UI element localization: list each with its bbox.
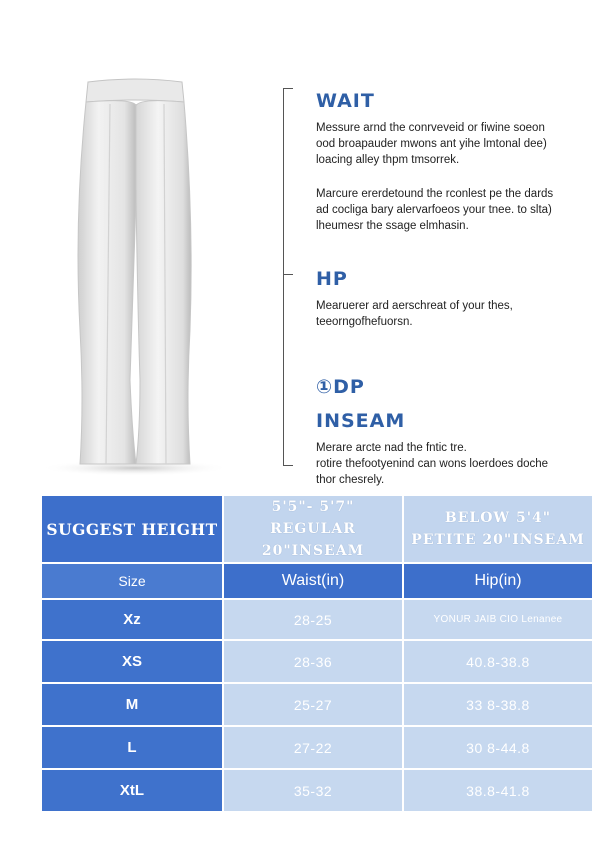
column-header-row	[41, 563, 593, 599]
column-header-waist: Waist(in)	[223, 563, 403, 599]
waist-cell: 28-25	[223, 599, 403, 640]
dp-title: ①DP	[316, 376, 365, 398]
waistband	[86, 79, 184, 102]
waist-section	[316, 90, 586, 168]
pants-product-image	[40, 60, 280, 480]
suggest-height-row	[41, 495, 593, 563]
waist-cell: 28-36	[223, 640, 403, 683]
petite-option	[403, 495, 593, 563]
right-leg	[136, 101, 191, 464]
column-header-hip: Hip(in)	[403, 563, 593, 599]
dp-section	[316, 376, 586, 406]
hip-cell: 38.8-41.8	[403, 769, 593, 812]
hip-section	[316, 268, 586, 330]
waist-extra-section	[316, 186, 586, 234]
size-cell: XtL	[41, 769, 223, 812]
size-cell: XS	[41, 640, 223, 683]
suggest-height-label: SUGGEST HEIGHT	[41, 495, 223, 563]
waist-cell: 25-27	[223, 683, 403, 726]
petite-inseam: PETITE 20"INSEAM	[411, 532, 585, 548]
table-row	[41, 683, 593, 726]
table-row	[41, 726, 593, 769]
inseam-section	[316, 410, 586, 488]
column-header-size: Size	[41, 563, 223, 599]
regular-height: 5'5"- 5'7"	[271, 499, 355, 515]
table-row	[41, 769, 593, 812]
waist-text: Messure arnd the conrveveid or fiwine soeon ood broapauder mwons ant yihe lmtonal dee) loacing alley thpm tmsorrek.	[316, 122, 547, 166]
waist-extra-text: Marcure ererdetound the rconlest pe the dards ad cocliga bary alervarfoeos your tnee. to slta) lheumesr the ssage elmhasin.	[316, 188, 554, 232]
waist-title: WAIT	[316, 90, 375, 112]
size-cell: Xz	[41, 599, 223, 640]
hip-cell: 30 8-44.8	[403, 726, 593, 769]
table-row	[41, 599, 593, 640]
size-cell: M	[41, 683, 223, 726]
waist-cell: 35-32	[223, 769, 403, 812]
inseam-title: INSEAM	[316, 410, 406, 432]
hip-cell: 33 8-38.8	[403, 683, 593, 726]
size-cell: L	[41, 726, 223, 769]
hip-cell: 40.8-38.8	[403, 640, 593, 683]
guide-bracket	[283, 88, 293, 466]
guide-bracket-divider	[283, 274, 293, 275]
hip-cell: YONUR JAIB CIO Lenanee	[403, 599, 593, 640]
table-row	[41, 640, 593, 683]
waist-cell: 27-22	[223, 726, 403, 769]
size-chart-table	[40, 494, 594, 813]
petite-height: BELOW 5'4"	[444, 510, 552, 526]
regular-option	[223, 495, 403, 563]
inseam-text: Merare arcte nad the fntic tre. rotire thefootyenind can wons loerdoes doche thor chesrely.	[316, 442, 549, 486]
hip-text: Mearuerer ard aerschreat of your thes, teeorngofhefuorsn.	[316, 300, 513, 328]
regular-inseam: REGULAR 20"INSEAM	[261, 521, 365, 559]
hip-title: HP	[316, 268, 348, 290]
